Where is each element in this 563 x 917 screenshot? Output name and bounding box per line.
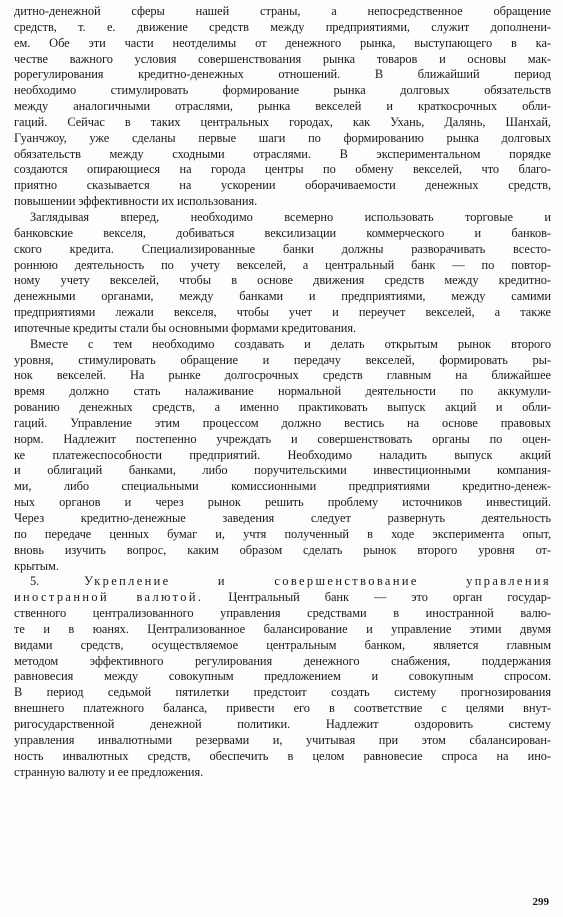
section-heading-line	[14, 574, 551, 590]
text-line: ность инвалютных средств, обеспечить в целом равновесие спроса на ино-	[14, 748, 551, 763]
text-line: странную валюту и ее предложения.	[14, 764, 204, 779]
text-line: гаций. Управление этим процессом должно вестись на основе правовых	[14, 415, 551, 430]
text-line: ственного централизованного управления средствами в иностранной валю-	[14, 606, 551, 621]
text-line: уровня, стимулировать обращение и передачу векселей, формировать ры-	[14, 352, 551, 367]
text-line: ному учету векселей, чтобы в основе движения средств между кредитно-	[14, 273, 551, 288]
text-line: честве важного условия совершенствования рынка товаров и основы мак-	[14, 51, 551, 66]
text-line: предприятиями лежали векселя, чтобы учет и переучет векселей, а также	[14, 305, 551, 320]
text-line: Вместе с тем необходимо создавать и делать открытым рынок второго	[30, 336, 551, 351]
text-line: равновесия между совокупным предложением и совокупным спросом.	[14, 669, 551, 684]
text-line: ипотечные кредиты стали бы основными формами кредитования.	[14, 320, 357, 335]
text-line: дитно-денежной сферы нашей страны, а непосредственное обращение	[14, 4, 551, 18]
text-line: ем. Обе эти части неотделимы от денежного рынка, выступающего в ка-	[14, 35, 551, 50]
text-line: ми, либо специальными комиссионными предприятиями кредитно-денеж-	[14, 479, 551, 494]
text-line: по передаче ценных бумаг и, учтя полученный в ходе эксперимента опыт,	[14, 526, 551, 541]
text-line: время должно стать налаживание нормальной деятельности по аккумули-	[14, 384, 551, 399]
text-line: необходимо стимулировать формирование рынка долговых обязательств	[14, 83, 551, 98]
text-line: роннюю деятельность по учету векселей, а центральный банк — по повтор-	[14, 257, 551, 272]
text-line: ке платежеспособности предприятий. Необходимо наладить выпуск акций	[14, 447, 551, 462]
text-line: рорегулирования кредитно-денежных отношений. В ближайший период	[14, 67, 551, 82]
text-line: Через кредитно-денежные заведения следует развернуть деятельность	[14, 511, 551, 525]
body-text	[14, 4, 551, 780]
text-line: повышении эффективности их использования.	[14, 194, 258, 209]
text-line: и облигаций банками, либо поручительскими инвестиционными компания-	[14, 463, 551, 478]
text-line: внешнего платежного баланса, привести его в соответствие с целями внут-	[14, 701, 551, 716]
text-line: гаций. Сейчас в таких центральных городах, как Ухань, Далянь, Шанхай,	[14, 114, 551, 129]
text-line: денежными органами, между банками и предприятиями, между самими	[14, 289, 551, 304]
section-heading: Укрепление и совершенствование управления	[84, 574, 551, 589]
section-heading-continued: иностранной валютой.	[14, 590, 204, 605]
text-line: вновь изучить вопрос, каким образом сделать рынок второго уровня от-	[14, 542, 551, 557]
text-line: Гуанчжоу, уже сделаны первые шаги по формированию рынка долговых	[14, 130, 551, 145]
text-line: нок векселей. На рынке долгосрочных средств главным на ближайшее	[14, 368, 551, 383]
text-line: те и в юанях. Централизованное балансирование и управление этими двумя	[14, 621, 551, 636]
text-line: банковские векселя, добиваться вексилизации коммерческого и банков-	[14, 225, 551, 240]
text-line: управления инвалютными резервами и, учитывая при этом сбалансирован-	[14, 732, 551, 747]
text-line: В период седьмой пятилетки предстоит создать систему прогнозирования	[14, 685, 551, 700]
text-line: средств, т. е. движение средств между предприятиями, служит дополнени-	[14, 19, 551, 34]
text-line: ных органов и через рынок решить проблему источников инвестиций.	[14, 495, 551, 510]
section-text: Центральный банк — это орган государ-	[228, 590, 551, 605]
text-line: норм. Надлежит постепенно учреждать и совершенствовать органы по оцен-	[14, 431, 551, 446]
page-number: 299	[532, 896, 549, 908]
text-line: видами средств, осуществляемое центральным банком, является главным	[14, 637, 551, 652]
section-heading-line	[14, 590, 551, 606]
text-line: крытым.	[14, 558, 59, 573]
text-line: между аналогичными отраслями, рынка векселей и краткосрочных обли-	[14, 99, 551, 114]
text-line: Заглядывая вперед, необходимо всемерно использовать торговые и	[30, 209, 551, 224]
section-number: 5.	[30, 574, 40, 589]
text-line: обязательств между сходными отраслями. В экспериментальном порядке	[14, 146, 551, 161]
text-line: ригосударственной денежной политики. Надлежит оздоровить систему	[14, 716, 551, 731]
text-line: ского кредита. Специализированные банки должны разворачивать всесто-	[14, 241, 551, 256]
text-line: создаются опирающиеся на города центры по обмену векселей, что благо-	[14, 162, 551, 177]
text-line: приятно сказывается на ускорении оборачиваемости денежных средств,	[14, 178, 551, 193]
text-line: рованию денежных средств, а именно практиковать выпуск акций и обли-	[14, 400, 551, 415]
text-line: методом эффективного регулирования денежного снабжения, поддержания	[14, 653, 551, 668]
